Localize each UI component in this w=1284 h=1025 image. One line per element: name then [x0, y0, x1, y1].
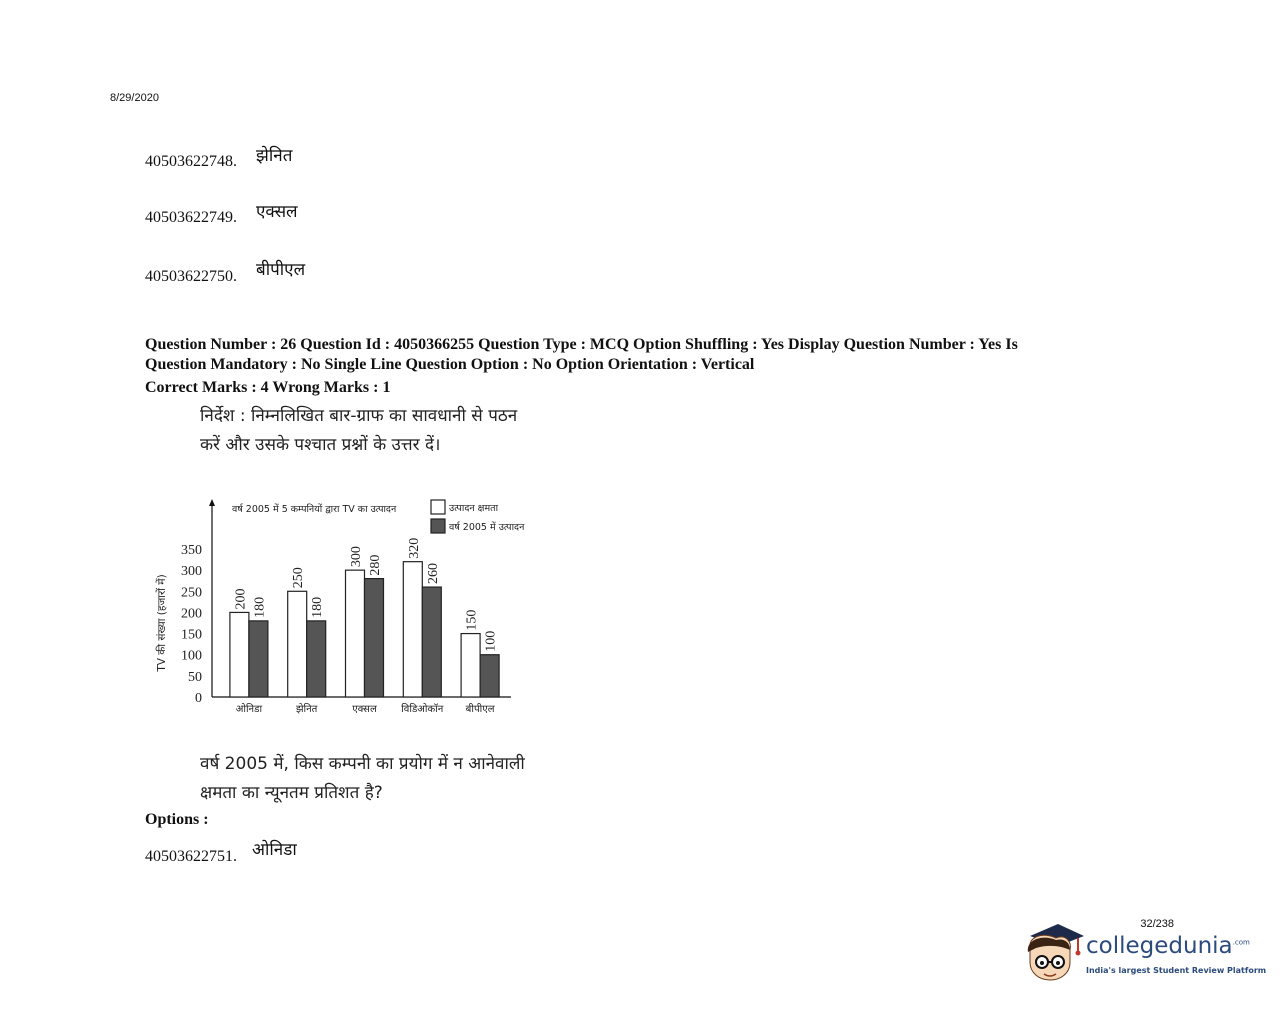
legend-swatch — [431, 500, 445, 514]
option-id: 40503622749. — [145, 209, 237, 226]
brand-name: collegedunia$^{.com}$ — [1086, 933, 1250, 959]
bar-value-label: 250 — [291, 567, 307, 589]
option-id: 40503622751. — [145, 848, 237, 865]
bar — [230, 612, 249, 697]
question-text-line2: क्षमता का न्यूनतम प्रतिशत है? — [200, 783, 383, 803]
bar-value-label: 280 — [368, 554, 383, 576]
bar-value-label: 150 — [464, 609, 480, 631]
brand-tagline: India's largest Student Review Platform — [1086, 966, 1267, 975]
legend-label: उत्पादन क्षमता — [449, 503, 499, 514]
y-tick-label: 150 — [181, 627, 202, 643]
bar — [249, 621, 268, 697]
bar — [365, 579, 384, 697]
y-tick-label: 200 — [181, 606, 202, 622]
page-number: 32/238 — [1140, 918, 1174, 930]
x-tick-label: ओनिडा — [235, 704, 263, 715]
bar-value-label: 100 — [483, 630, 499, 652]
bar-value-label: 180 — [310, 596, 326, 618]
options-label: Options : — [145, 811, 209, 828]
legend-label: वर्ष 2005 में उत्पादन — [449, 522, 525, 533]
y-axis-label: TV की संख्या (हजारों में) — [156, 574, 168, 672]
mascot-logo-icon — [1022, 918, 1086, 988]
bar — [480, 655, 499, 697]
y-tick-label: 300 — [181, 564, 202, 580]
chart-title: वर्ष 2005 में 5 कम्पनियों द्वारा TV का उत्पादन — [232, 504, 397, 515]
option-text: ओनिडा — [252, 840, 297, 860]
y-axis-arrow — [209, 499, 215, 506]
y-tick-label: 100 — [181, 648, 202, 664]
x-tick-label: विडिओकॉन — [401, 704, 444, 715]
bar-value-label: 260 — [425, 563, 441, 585]
bar — [307, 621, 326, 697]
bar-value-label: 180 — [252, 596, 268, 618]
bar — [346, 570, 365, 697]
bar — [288, 591, 307, 697]
x-tick-label: बीपीएल — [465, 704, 495, 715]
y-tick-label: 0 — [195, 691, 202, 706]
option-id: 40503622748. — [145, 153, 237, 170]
bar-value-label: 320 — [406, 537, 422, 559]
question-meta-line2: Question Mandatory : No Single Line Question Option : No Option Orientation : Vertical — [145, 356, 755, 373]
question-marks: Correct Marks : 4 Wrong Marks : 1 — [145, 379, 391, 396]
question-meta-line1: Question Number : 26 Question Id : 4050366255 Question Type : MCQ Option Shuffling : Yes Display Question Number : Yes Is — [145, 336, 1018, 353]
bar-value-label: 300 — [349, 546, 364, 568]
option-id: 40503622750. — [145, 268, 237, 285]
y-tick-label: 250 — [181, 585, 202, 601]
bar — [461, 634, 480, 697]
bar — [403, 562, 422, 697]
x-tick-label: एक्सल — [352, 704, 377, 715]
instruction-line2: करें और उसके पश्चात प्रश्नों के उत्तर दें। — [200, 435, 441, 455]
y-tick-label: 350 — [181, 543, 202, 558]
option-text: बीपीएल — [256, 260, 306, 280]
legend-swatch — [431, 519, 445, 533]
option-text: एक्सल — [256, 202, 298, 222]
bar — [422, 587, 441, 697]
print-date: 8/29/2020 — [110, 92, 159, 104]
question-text-line1: वर्ष 2005 में, किस कम्पनी का प्रयोग में न आनेवाली — [200, 754, 525, 774]
x-tick-label: झेनित — [295, 704, 318, 715]
option-text: झेनित — [256, 146, 293, 166]
y-tick-label: 50 — [188, 669, 202, 685]
instruction-line1: निर्देश : निम्नलिखित बार-ग्राफ का सावधानी से पठन — [200, 406, 518, 426]
bar-chart — [150, 494, 550, 720]
bar-value-label: 200 — [233, 588, 249, 610]
